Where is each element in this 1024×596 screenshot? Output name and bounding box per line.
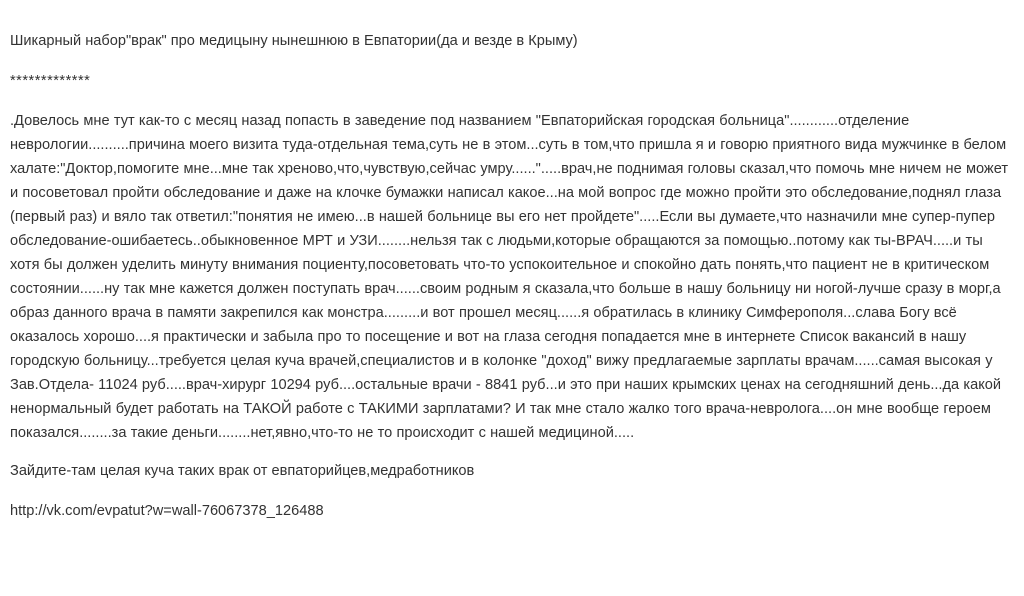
post-content	[10, 29, 1016, 523]
post-title: Шикарный набор"врак" про медицыну нынешнюю в Евпатории(да и везде в Крыму)	[10, 33, 578, 49]
link-line	[10, 499, 1016, 523]
separator-stars: *************	[10, 73, 91, 89]
call-to-action-text: Зайдите-там целая куча таких врак от евпаторийцев,медработников	[10, 463, 475, 479]
source-link[interactable]: http://vk.com/evpatut?w=wall-76067378_126488	[10, 503, 324, 519]
post-body: .Довелось мне тут как-то с месяц назад попасть в заведение под названием "Евпаторийская городская больница"............отделение неврологии..........причина моего визита туда-отдельная тема,суть не в этом...суть в том,что пришла я и говорю приятного вида мужчинке в белом халате:"Доктор,помогите мне...мне так хреново,что,чувствую,сейчас умру......".....врач,не поднимая головы сказал,что помочь мне ничем не может и посоветовал пройти обследование и даже на клочке бумажки написал какое...на мой вопрос где можно пройти это обследование,поднял глаза (первый раз) и вяло так ответил:"понятия не имею...в нашей больнице вы его нет пройдете".....Если вы думаете,что назначили мне супер-пупер обследование-ошибаетесь..обыкновенное МРТ и УЗИ........нельзя так с людьми,которые обращаются за помощью..потому как ты-ВРАЧ.....и ты хотя бы должен уделить минуту внимания поциенту,посоветовать что-то успокоительное и спокойно дать понять,что пациент не в критическом состоянии......ну так мне кажется должен поступать врач......своим родным я сказала,что больше в нашу больницу ни ногой-лучше сразу в морг,а образ данного врача в памяти закрепился как монстра.........и вот прошел месяц......я обратилась в клинику Симферополя...слава Богу всё оказалось хорошо....я практически и забыла про то посещение и вот на глаза сегодня попадается мне в интернете Список вакансий в нашу городскую больницу...требуется целая куча врачей,специалистов и в колонке "доход" вижу предлагаемые зарплаты врачам......самая высокая у Зав.Отдела- 11024 руб.....врач-хирург 10294 руб....остальные врачи - 8841 руб...и это при наших крымских ценах на сегодняшний день...да какой ненормальный будет работать на ТАКОЙ работе с ТАКИМИ зарплатами? И так мне стало жалко того врача-невролога....он мне вообще героем показался........за такие деньги........нет,явно,что-то не то происходит с нашей медициной.....	[10, 113, 1009, 441]
